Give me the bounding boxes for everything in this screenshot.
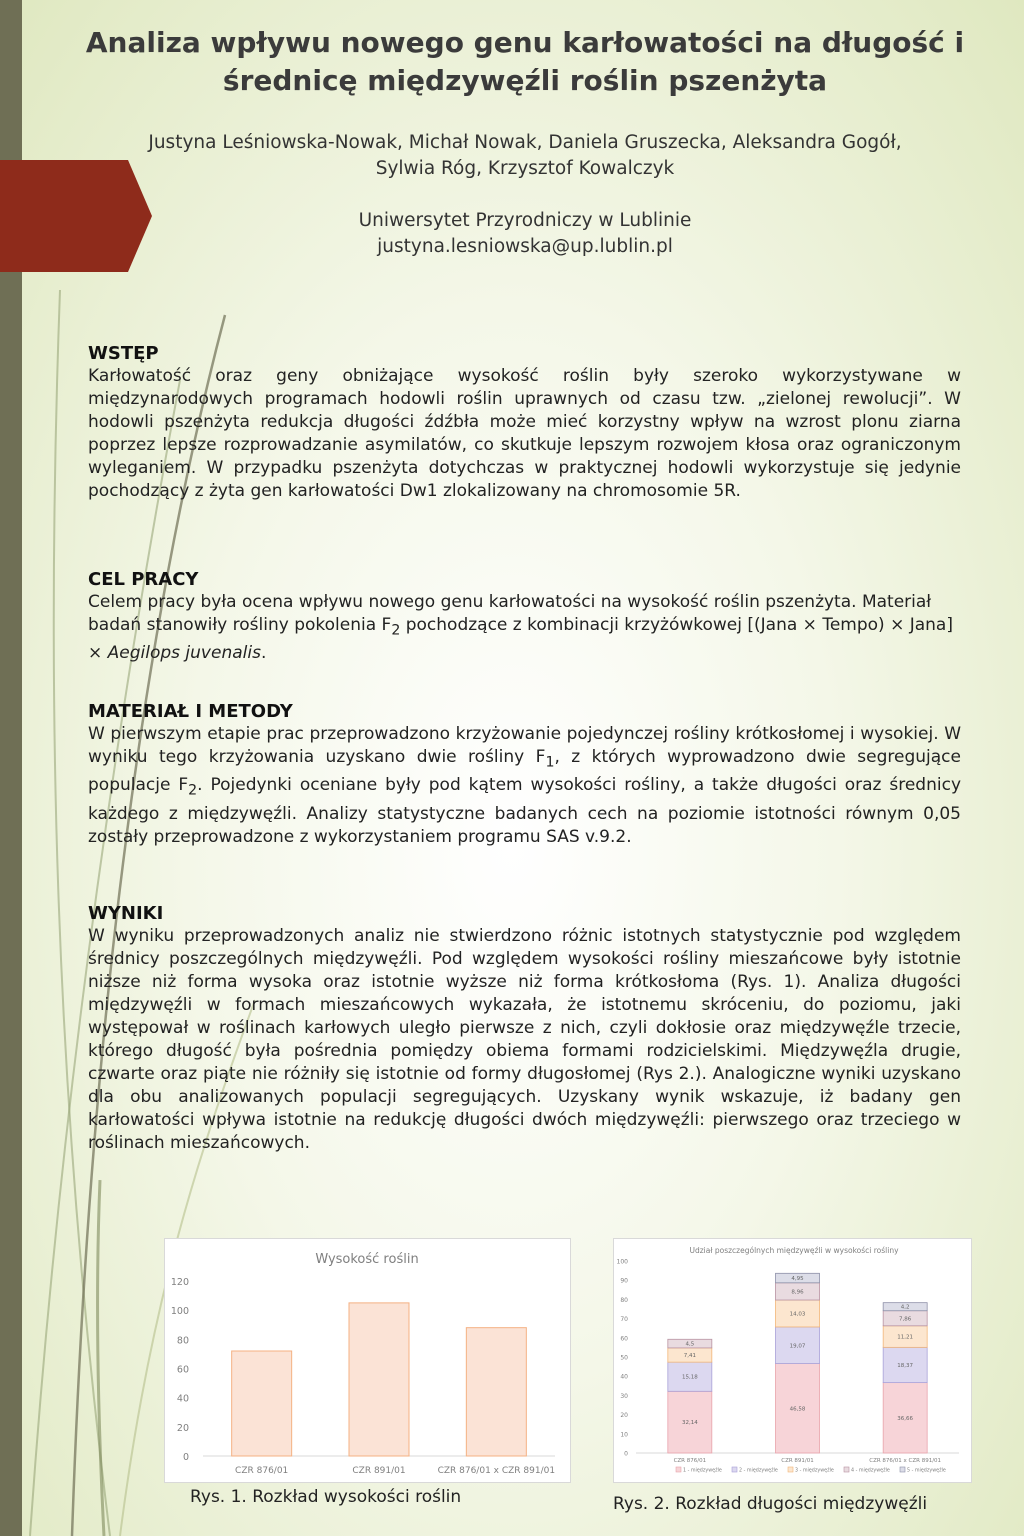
- y-tick-label: 0: [182, 1452, 189, 1463]
- data-label: 4,95: [791, 1276, 804, 1283]
- legend-label: 5 - międzywęźle: [907, 1468, 946, 1474]
- data-label: 7,41: [683, 1353, 696, 1360]
- authors: [60, 130, 990, 182]
- data-label: 19,07: [789, 1343, 806, 1350]
- legend-swatch: [732, 1467, 737, 1472]
- figure-2-caption: Rys. 2. Rozkład długości międzywęźli: [613, 1494, 928, 1514]
- data-label: 14,03: [789, 1311, 806, 1318]
- y-tick-label: 40: [620, 1373, 628, 1381]
- data-label: 4,2: [900, 1304, 910, 1311]
- authors-line-2: Sylwia Róg, Krzysztof Kowalczyk: [375, 158, 675, 179]
- section-results-text: W wyniku przeprowadzonych analiz nie stwierdzono różnic istotnych statystycznie pod względem średnicy poszczególnych międzywęźli. Pod względem wysokości rośliny mieszańcowe były istotnie niższe niż forma wysoka oraz istotnie wyższe niż forma krótkosłoma (Rys. 1). Analiza długości międzywęźli w formach mieszańcowych wykazała, że istotnemu skróceniu, do poziomu, jaki występował w roślinach karłowych uległo pierwsze z nich, czyli dokłosie oraz międzywęźle trzecie, którego długość była pośrednia pomiędzy obiema formami rodzicielskimi. Międzywęźla drugie, czwarte oraz piąte nie różniły się istotnie od formy długosłomej (Rys 2.). Analogiczne wyniki uzyskano dla obu analizowanych populacji segregujących. Uzyskany wynik wskazuje, iż badany gen karłowatości wpływa istotnie na redukcję długości dwóch międzywęźli: pierwszego oraz trzeciego w roślinach mieszańcowych.: [88, 926, 961, 1153]
- y-tick-label: 100: [170, 1306, 189, 1318]
- chart-plant-height-svg: [165, 1239, 570, 1482]
- y-tick-label: 70: [620, 1316, 628, 1324]
- y-tick-label: 20: [176, 1422, 189, 1434]
- y-tick-label: 90: [620, 1277, 628, 1285]
- section-aim-heading: CEL PRACY: [88, 569, 199, 590]
- chart-plant-height: [164, 1238, 571, 1483]
- chart-internode-share: [613, 1238, 972, 1483]
- section-methods: [88, 700, 961, 849]
- section-results-heading: WYNIKI: [88, 903, 164, 924]
- data-label: 7,86: [899, 1316, 912, 1323]
- section-results: [88, 902, 961, 1155]
- bar: [232, 1351, 292, 1456]
- y-tick-label: 100: [616, 1258, 628, 1266]
- section-methods-text: W pierwszym etapie prac przeprowadzono krzyżowanie pojedynczej rośliny krótkosłomej i wysokiej. W wyniku tego krzyżowania uzyskano dwie rośliny $F_1$, z których wyprowadzono dwie segregujące populacje $F_2$. Pojedynki oceniane były pod kątem wysokości rośliny, a także długości oraz średnicy każdego z międzywęźli. Analizy statystyczne badanych cech na poziomie istotności równym 0,05 zostały przeprowadzone z wykorzystaniem programu SAS v.9.2.: [88, 724, 962, 847]
- section-aim-text: Celem pracy była ocena wpływu nowego genu karłowatości na wysokość roślin pszenżyta. Materiał badań stanowiły rośliny pokolenia $F_2$ pochodzące z kombinacji krzyżówkowej [(Jana × Tempo) × Jana] × Aegilops juvenalis.: [88, 592, 953, 664]
- bar: [349, 1303, 409, 1456]
- chart-title: Wysokość roślin: [315, 1252, 419, 1267]
- y-tick-label: 60: [176, 1364, 189, 1376]
- section-aim: [88, 568, 961, 665]
- y-tick-label: 60: [620, 1335, 628, 1343]
- affiliation-block: [60, 208, 990, 260]
- data-label: 8,96: [791, 1289, 804, 1296]
- y-tick-label: 30: [620, 1392, 628, 1400]
- section-intro-heading: WSTĘP: [88, 343, 159, 364]
- y-tick-label: 50: [620, 1354, 628, 1362]
- y-tick-label: 120: [170, 1277, 189, 1288]
- x-tick-label: CZR 891/01: [781, 1458, 814, 1464]
- chart-internode-share-svg: [614, 1239, 971, 1482]
- y-tick-label: 10: [620, 1431, 628, 1439]
- legend-label: 4 - międzywęźle: [851, 1468, 890, 1474]
- y-tick-label: 40: [176, 1393, 189, 1405]
- legend-swatch: [676, 1467, 681, 1472]
- legend-label: 1 - międzywęźle: [683, 1468, 722, 1474]
- legend-swatch: [788, 1467, 793, 1472]
- x-tick-label: CZR 876/01 x CZR 891/01: [437, 1466, 556, 1476]
- data-label: 46,58: [789, 1406, 806, 1413]
- section-methods-heading: MATERIAŁ I METODY: [88, 701, 293, 722]
- affiliation: Uniwersytet Przyrodniczy w Lublinie: [358, 210, 692, 231]
- section-intro: [88, 342, 961, 503]
- data-label: 36,66: [897, 1415, 914, 1422]
- x-tick-label: CZR 891/01: [352, 1466, 406, 1476]
- legend-label: 2 - międzywęźle: [739, 1468, 778, 1474]
- y-tick-label: 80: [620, 1296, 628, 1304]
- email: justyna.lesniowska@up.lublin.pl: [377, 236, 673, 257]
- data-label: 11,21: [897, 1334, 914, 1341]
- authors-line-1: Justyna Leśniowska-Nowak, Michał Nowak, Daniela Gruszecka, Aleksandra Gogół,: [148, 132, 902, 153]
- chart-title: Udział poszczególnych międzywęźli w wysokości rośliny: [689, 1246, 899, 1255]
- data-label: 15,18: [681, 1374, 698, 1381]
- bar: [466, 1328, 526, 1456]
- data-label: 4,5: [685, 1341, 695, 1348]
- x-tick-label: CZR 876/01: [235, 1466, 289, 1476]
- x-tick-label: CZR 876/01 x CZR 891/01: [869, 1458, 942, 1464]
- x-tick-label: CZR 876/01: [673, 1458, 707, 1464]
- legend-swatch: [844, 1467, 849, 1472]
- legend-label: 3 - międzywęźle: [795, 1468, 834, 1474]
- data-label: 32,14: [681, 1420, 698, 1427]
- legend-swatch: [900, 1467, 905, 1472]
- data-label: 18,37: [897, 1362, 914, 1369]
- y-tick-label: 0: [624, 1450, 628, 1458]
- figure-1-caption: Rys. 1. Rozkład wysokości roślin: [190, 1487, 462, 1507]
- y-tick-label: 80: [176, 1335, 189, 1347]
- poster-title: Analiza wpływu nowego genu karłowatości na długość i średnicę międzywęźli roślin pszenżyta: [85, 26, 965, 97]
- section-intro-text: Karłowatość oraz geny obniżające wysokość roślin były szeroko wykorzystywane w międzynarodowych programach hodowli roślin uprawnych od czasu tzw. „zielonej rewolucji”. W hodowli pszenżyta redukcja długości źdźbła może mieć korzystny wpływ na wzrost plonu ziarna poprzez lepsze rozprowadzanie asymilatów, co skutkuje lepszym rozwojem kłosa oraz ograniczonym wyleganiem. W przypadku pszenżyta dotychczas w praktycznej hodowli wykorzystuje się jedynie pochodzący z żyta gen karłowatości Dw1 zlokalizowany na chromosomie 5R.: [88, 366, 961, 501]
- y-tick-label: 20: [620, 1412, 628, 1420]
